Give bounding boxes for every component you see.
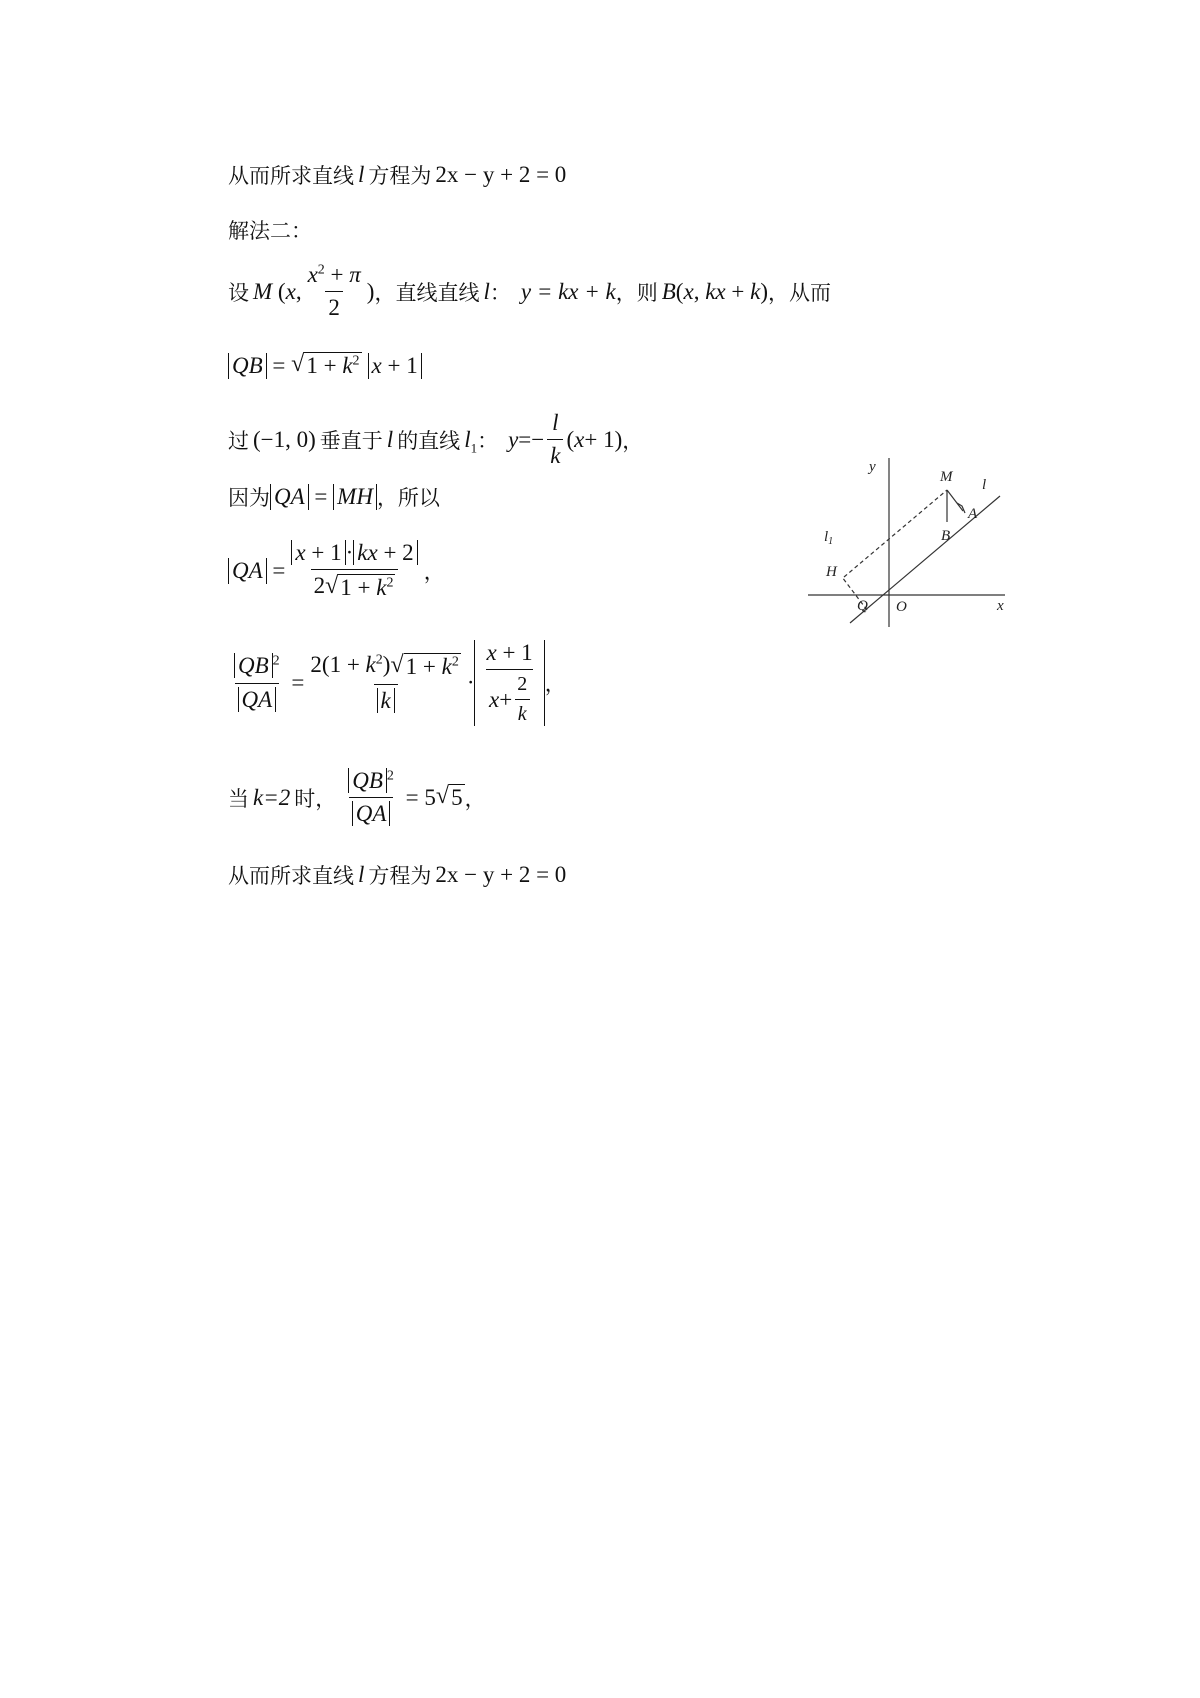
label-y: y bbox=[869, 459, 876, 475]
label-l: l bbox=[982, 477, 987, 493]
text: ， bbox=[622, 428, 644, 453]
text: ，直线直线 bbox=[374, 280, 480, 305]
ratio-line bbox=[228, 640, 566, 726]
perpendicular-line bbox=[228, 410, 643, 470]
text: 当 bbox=[228, 786, 249, 811]
qb-length-line bbox=[228, 352, 422, 379]
conclusion-line-2 bbox=[228, 860, 566, 890]
text: ， bbox=[464, 786, 486, 811]
text: 从而所求直线 bbox=[228, 164, 354, 188]
text: ： bbox=[477, 428, 499, 453]
label-B: B bbox=[941, 528, 951, 544]
because-line bbox=[228, 482, 440, 512]
text: 时， bbox=[294, 786, 337, 811]
var-l1: $l_1$ bbox=[464, 426, 478, 456]
label-O: O bbox=[896, 599, 907, 615]
label-H: H bbox=[826, 564, 837, 580]
point: (−1, 0) bbox=[253, 426, 316, 452]
point-B: B(x, kx + k) bbox=[661, 278, 768, 304]
formula: $\frac{QB ^2}{QA}$ = $2(1 + k^2)$ √ $1 + k^2$ k · x + 1 x + $\frac{2}{k}$ bbox=[228, 640, 545, 726]
text: 从而所求直线 bbox=[228, 864, 354, 888]
l1-equation: y =− $\frac{l}{k}$ ( x + 1) bbox=[508, 410, 623, 469]
text: ，从而 bbox=[767, 280, 831, 305]
text: 方程为 bbox=[368, 864, 432, 888]
label-M: M bbox=[940, 469, 953, 485]
text: ，则 bbox=[615, 280, 658, 305]
text: 方程为 bbox=[368, 164, 432, 188]
fraction: $\frac{x^2 + \pi}{2}$ bbox=[307, 262, 361, 321]
var-l: l bbox=[483, 278, 490, 304]
label-x: x bbox=[997, 598, 1004, 614]
k-value: k=2 bbox=[253, 784, 291, 810]
var-l: l bbox=[386, 426, 394, 452]
final-equation: 2x − y + 2 = 0 bbox=[435, 162, 567, 187]
when-line bbox=[228, 768, 486, 828]
text: ： bbox=[489, 280, 511, 305]
var-l: l bbox=[358, 162, 365, 187]
label-A: A bbox=[968, 506, 978, 522]
var-l: l bbox=[358, 862, 365, 887]
text: 因为 bbox=[228, 486, 270, 510]
label-Q: Q bbox=[857, 598, 868, 614]
text: 的直线 bbox=[397, 428, 461, 453]
formula: $\frac{QB ^2}{QA}$ = 5 √ 5 bbox=[342, 768, 464, 828]
label-l1: $l_1$ bbox=[824, 529, 834, 547]
qa-formula-line bbox=[228, 540, 445, 602]
text: 设 bbox=[228, 280, 249, 305]
line-l bbox=[850, 496, 1000, 623]
ma-segment bbox=[947, 490, 963, 511]
text: 垂直于 bbox=[319, 428, 383, 453]
method-two-heading bbox=[228, 215, 312, 245]
text: ， bbox=[423, 559, 445, 584]
text: ，所以 bbox=[376, 486, 440, 510]
setup-line bbox=[228, 262, 831, 322]
formula: QB = √ $1 + k^2$ x + 1 bbox=[228, 352, 422, 379]
text: ， bbox=[544, 672, 566, 697]
geometry-diagram bbox=[800, 455, 1020, 630]
final-equation: 2x − y + 2 = 0 bbox=[435, 862, 567, 887]
heading: 解法二： bbox=[228, 219, 312, 243]
point-M: M ( x , $\frac{x^2 + \pi}{2}$ ) bbox=[253, 262, 375, 321]
mh-dashed bbox=[844, 490, 947, 577]
conclusion-line-1 bbox=[228, 160, 566, 190]
formula: QA = MH bbox=[270, 484, 377, 510]
formula: QA = x + 1 · kx + 2 2 √ $1 + k^2$ bbox=[228, 540, 424, 602]
line-equation: y = kx + k bbox=[520, 278, 616, 304]
text: 过 bbox=[228, 428, 249, 453]
